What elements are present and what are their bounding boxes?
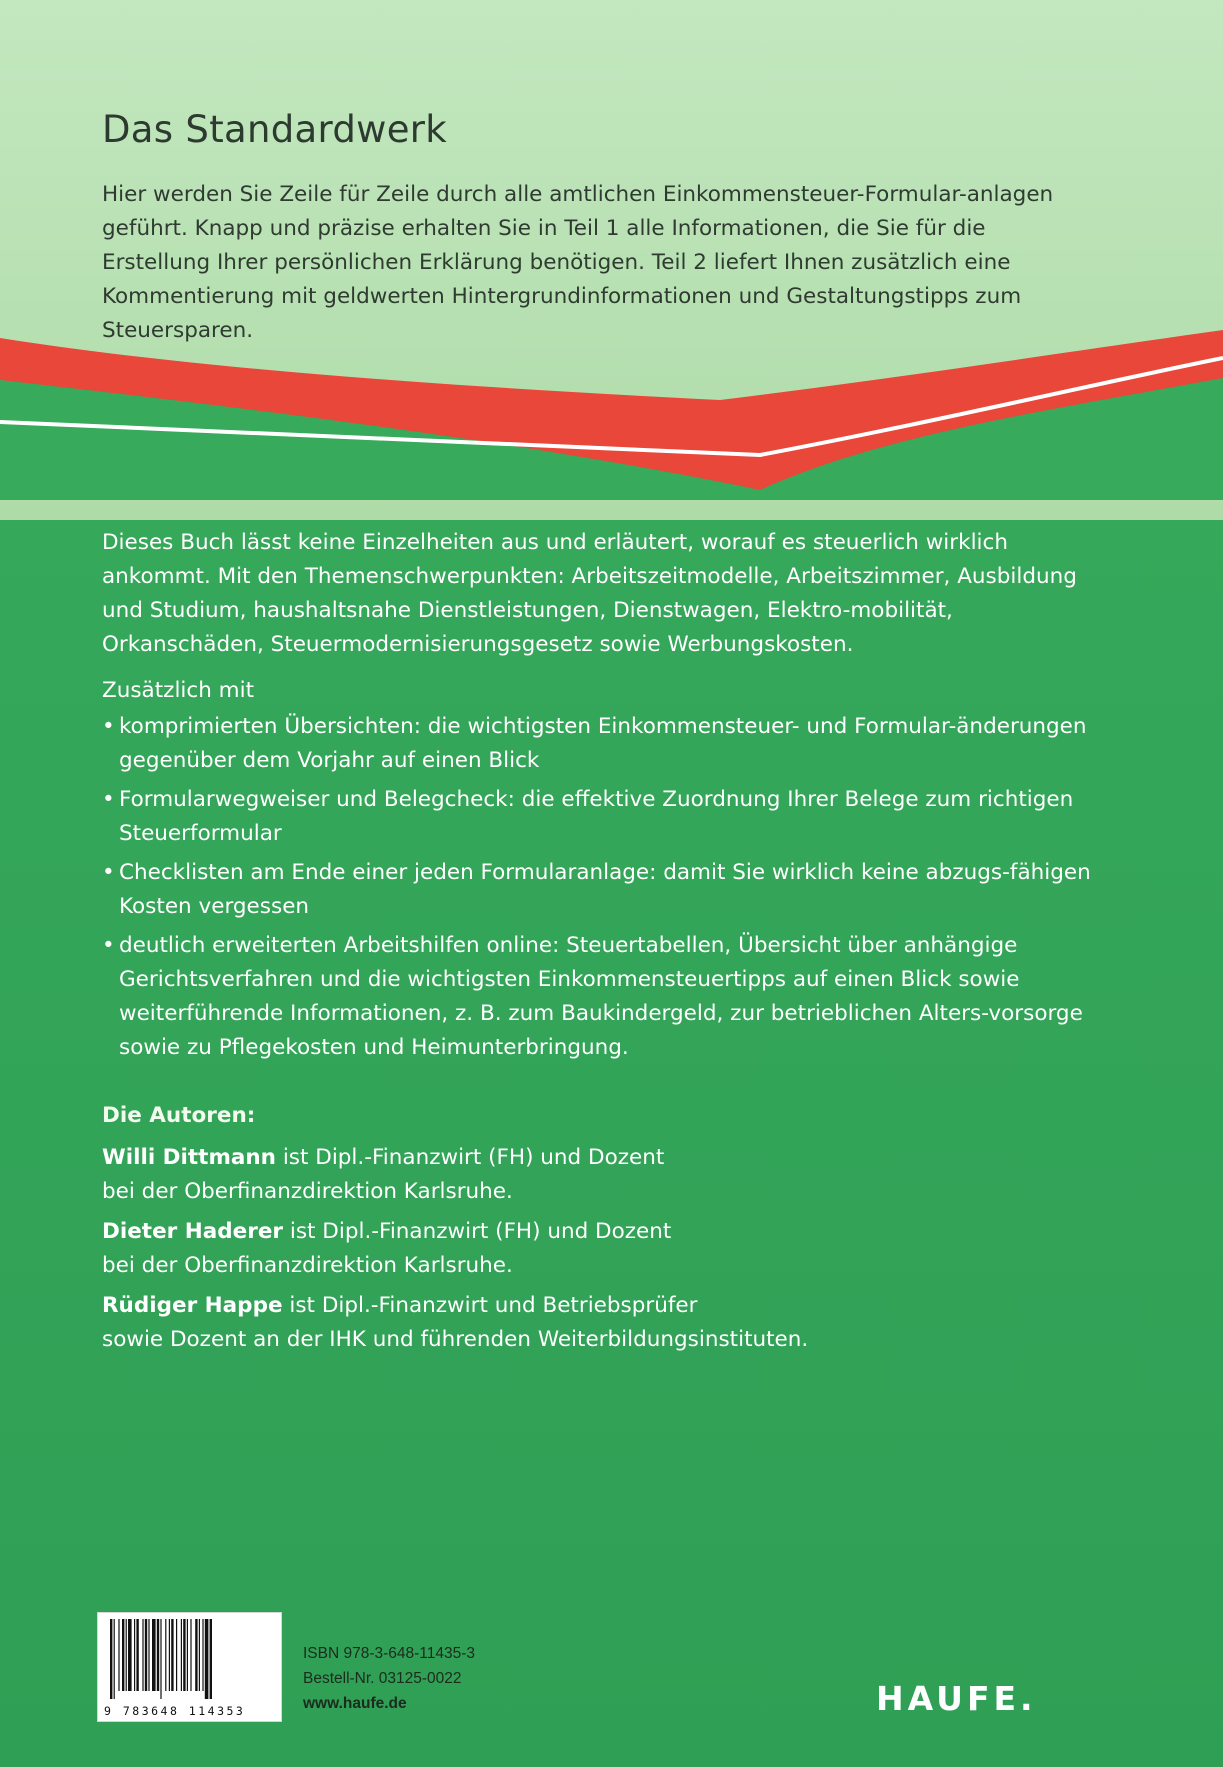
bullet-icon: • bbox=[102, 860, 115, 885]
author-entry: Rüdiger Happe ist Dipl.-Finanzwirt und Betriebsprüfer sowie Dozent an der IHK und führenden Weiterbildungsinstituten. bbox=[102, 1293, 809, 1352]
list-item: • deutlich erweiterten Arbeitshilfen online: Steuertabellen, Übersicht über anhängige Gerichtsverfahren und die wichtigsten Einkommensteuertipps auf einen Blick sowie weiterführende Informationen, z. B. zum Baukindergeld, zur betrieblichen Alters-vorsorge sowie zu Pflegekosten und Heimunterbringung. bbox=[102, 929, 1102, 1065]
barcode bbox=[97, 1612, 282, 1722]
description-paragraph: Dieses Buch lässt keine Einzelheiten aus und erläutert, worauf es steuerlich wirklich ankommt. Mit den Themenschwerpunkten: Arbeitszeitmodelle, Arbeitszimmer, Ausbildung und Studium, haushaltsnahe Dienstleistungen, Dienstwagen, Elektro-mobilität, Orkanschäden, Steuermodernisierungsgesetz sowie Werbungskosten. bbox=[102, 530, 1077, 657]
authors-heading: Die Autoren: bbox=[102, 1103, 256, 1128]
publication-info bbox=[303, 1641, 475, 1716]
bullet-icon: • bbox=[102, 933, 115, 958]
website-link[interactable]: www.haufe.de bbox=[303, 1695, 407, 1712]
barcode-bars bbox=[108, 1619, 271, 1699]
author-name: Dieter Haderer bbox=[102, 1219, 284, 1244]
list-item: • Checklisten am Ende einer jeden Formularanlage: damit Sie wirklich keine abzugs-fähigen Kosten vergessen bbox=[102, 856, 1102, 924]
publisher-logo: HAUFE. bbox=[876, 1679, 1037, 1718]
page-title: Das Standardwerk bbox=[102, 108, 447, 151]
features-list bbox=[102, 710, 1102, 1065]
intro-paragraph: Hier werden Sie Zeile für Zeile durch alle amtlichen Einkommensteuer-Formular-anlagen geführt. Knapp und präzise erhalten Sie in Teil 1 alle Informationen, die Sie für die Erstellung Ihrer persönlichen Erklärung benötigen. Teil 2 liefert Ihnen zusätzlich eine Kommentierung mit geldwerten Hintergrundinformationen und Gestaltungstipps zum Steuersparen. bbox=[102, 182, 1054, 343]
bullet-icon: • bbox=[102, 714, 115, 739]
author-entry: Dieter Haderer ist Dipl.-Finanzwirt (FH) und Dozent bei der Oberfinanzdirektion Karlsruhe. bbox=[102, 1219, 672, 1278]
author-name: Willi Dittmann bbox=[102, 1145, 276, 1170]
barcode-number: 9 783648 114353 bbox=[104, 1704, 246, 1718]
author-name: Rüdiger Happe bbox=[102, 1293, 283, 1318]
description-section bbox=[102, 526, 1102, 1363]
isbn-text: ISBN 978-3-648-11435-3 bbox=[303, 1645, 476, 1662]
author-entry: Willi Dittmann ist Dipl.-Finanzwirt (FH) und Dozent bei der Oberfinanzdirektion Karlsruhe. bbox=[102, 1145, 665, 1204]
bullet-icon: • bbox=[102, 787, 115, 812]
extras-intro: Zusätzlich mit bbox=[102, 678, 255, 703]
order-number: Bestell-Nr. 03125-0022 bbox=[303, 1670, 462, 1687]
list-item: • komprimierten Übersichten: die wichtigsten Einkommensteuer- und Formular-änderungen gegenüber dem Vorjahr auf einen Blick bbox=[102, 710, 1102, 778]
list-item: • Formularwegweiser und Belegcheck: die effektive Zuordnung Ihrer Belege zum richtigen Steuerformular bbox=[102, 783, 1102, 851]
red-swoosh-decoration bbox=[0, 330, 1223, 500]
